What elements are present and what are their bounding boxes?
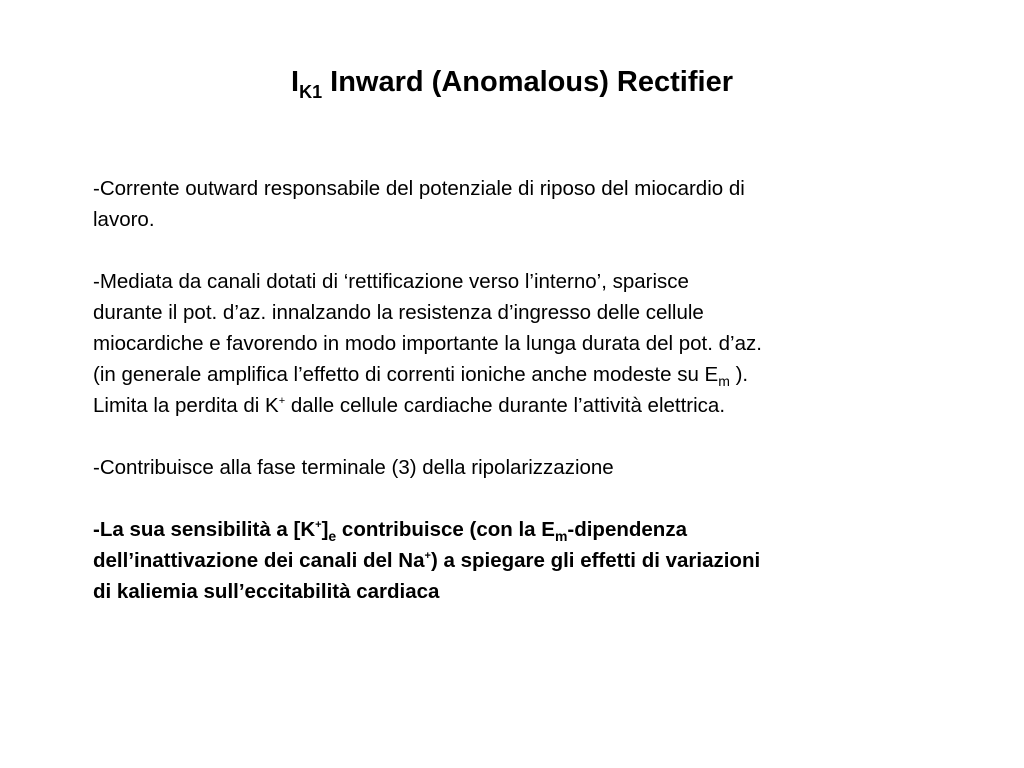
subscript-m: m <box>554 528 568 544</box>
text-run: ) a spiegare gli effetti di variazioni <box>430 549 761 572</box>
paragraph-line <box>93 359 943 390</box>
paragraph-line: -Contribuisce alla fase terminale (3) della ripolarizzazione <box>93 456 614 479</box>
paragraph-resting-potential <box>93 173 943 235</box>
paragraph-line: durante il pot. d’az. innalzando la resistenza d’ingresso delle cellule <box>93 301 704 324</box>
text-run: contribuisce (con la E <box>336 518 555 541</box>
subscript-e: e <box>328 528 337 544</box>
paragraph-line <box>93 390 943 421</box>
text-run: -dipendenza <box>567 518 687 541</box>
title-subscript: K1 <box>299 82 323 102</box>
text-run: ). <box>729 363 749 386</box>
paragraph-line: -Corrente outward responsabile del potenziale di riposo del miocardio di <box>93 177 745 200</box>
paragraph-line <box>93 514 943 545</box>
subscript-m: m <box>718 373 730 389</box>
title-text: Inward (Anomalous) Rectifier <box>322 66 733 98</box>
paragraph-line: miocardiche e favorendo in modo importante la lunga durata del pot. d’az. <box>93 332 762 355</box>
paragraph-kalemia <box>93 514 943 607</box>
slide-body <box>93 173 943 638</box>
text-run: ] <box>321 518 329 541</box>
paragraph-repolarization <box>93 452 943 483</box>
slide-title <box>0 62 1024 102</box>
title-symbol: I <box>291 66 300 98</box>
superscript-plus: + <box>424 550 431 562</box>
text-run: dalle cellule cardiache durante l’attività elettrica. <box>285 394 726 417</box>
text-run: (in generale amplifica l’effetto di correnti ioniche anche modeste su E <box>93 363 719 386</box>
text-run: dell’inattivazione dei canali del Na <box>93 549 425 572</box>
paragraph-line: -Mediata da canali dotati di ‘rettificazione verso l’interno’, sparisce <box>93 270 689 293</box>
paragraph-line <box>93 545 943 576</box>
paragraph-rectification <box>93 266 943 421</box>
text-run: Limita la perdita di K <box>93 394 279 417</box>
paragraph-line: di kaliemia sull’eccitabilità cardiaca <box>93 580 440 603</box>
text-run: -La sua sensibilità a [K <box>93 518 316 541</box>
superscript-plus: + <box>315 519 322 531</box>
paragraph-line: lavoro. <box>93 208 155 231</box>
superscript-plus: + <box>278 395 286 407</box>
